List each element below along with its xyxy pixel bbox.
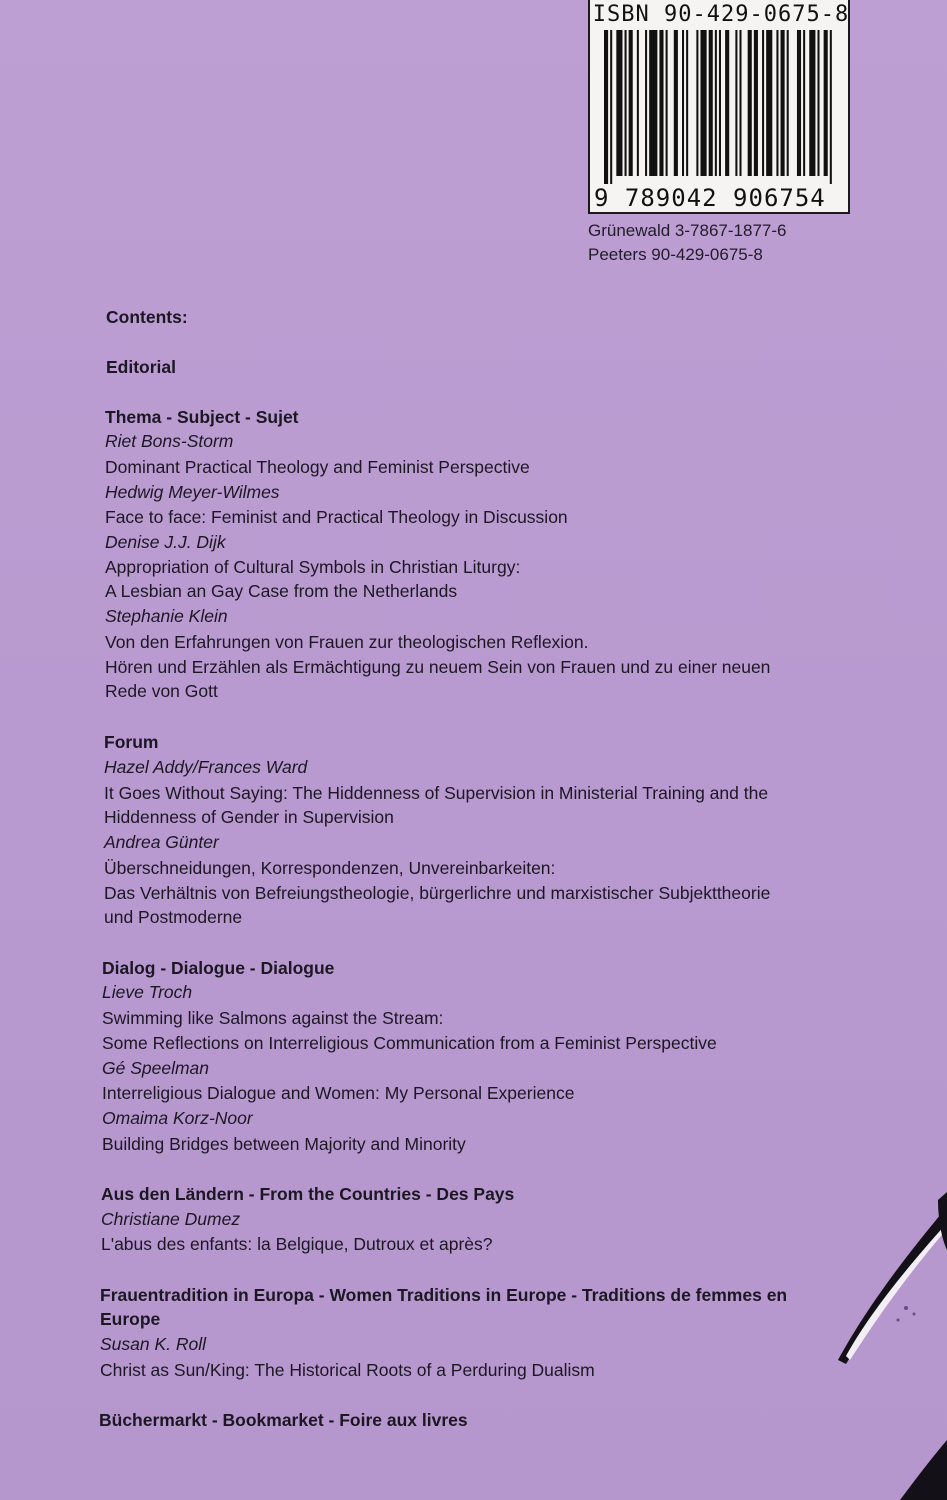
barcode-bars (604, 30, 838, 184)
barcode-bar (625, 30, 627, 176)
barcode-bar (719, 30, 721, 176)
barcode-bar (766, 30, 772, 176)
barcode-bar (817, 30, 819, 176)
entry-title: Rede von Gott (105, 681, 218, 701)
contents-heading: Contents: (106, 307, 188, 327)
barcode-bar (739, 30, 741, 176)
publisher-isbn-peeters: Peeters 90-429-0675-8 (588, 245, 763, 264)
entry-title: Hören und Erzählen als Ermächtigung zu neuem Sein von Frauen und zu einer neuen (105, 657, 771, 677)
barcode-bar (824, 30, 828, 176)
barcode-bar (682, 30, 684, 176)
barcode-bar (666, 30, 668, 176)
entry-title: Das Verhältnis von Befreiungstheologie, bürgerlichre und marxistischer Subjekttheorie (104, 883, 771, 903)
brush-stroke-decoration (820, 1180, 947, 1370)
barcode-bar (629, 30, 633, 176)
entry-title: A Lesbian an Gay Case from the Netherlands (105, 581, 458, 601)
entry-title: Hiddenness of Gender in Supervision (104, 807, 394, 827)
section-title: Forum (104, 732, 159, 752)
section-title: Dialog - Dialogue - Dialogue (102, 958, 335, 978)
section-title-continued: Europe (100, 1309, 161, 1329)
barcode-bar (715, 30, 717, 176)
entry-author: Susan K. Roll (100, 1334, 207, 1354)
barcode-bar (781, 30, 785, 176)
barcode-bar (674, 30, 678, 176)
brush-stroke-corner (880, 1420, 947, 1500)
entry-title: Interreligious Dialogue and Women: My Personal Experience (102, 1083, 575, 1103)
barcode-bar (797, 30, 801, 176)
entry-author: Lieve Troch (102, 982, 193, 1002)
entry-title: und Postmoderne (104, 907, 243, 927)
barcode-bar (616, 30, 622, 176)
barcode-bar (809, 30, 815, 176)
barcode-bar (604, 30, 608, 184)
barcode-bar (637, 30, 639, 176)
entry-author: Riet Bons-Storm (105, 431, 234, 451)
barcode-bar (735, 30, 737, 176)
entry-author: Denise J.J. Dijk (105, 532, 226, 552)
entry-title: Von den Erfahrungen von Frauen zur theologischen Reflexion. (105, 632, 589, 652)
entry-author: Stephanie Klein (105, 606, 228, 626)
barcode-bar (762, 30, 764, 176)
section-title: Aus den Ländern - From the Countries - Des Pays (101, 1184, 515, 1204)
section-title: Büchermarkt - Bookmarket - Foire aux livres (99, 1410, 468, 1430)
isbn-label: ISBN 90-429-0675-8 (592, 2, 850, 27)
entry-title: Überschneidungen, Korrespondenzen, Unvereinbarkeiten: (104, 858, 556, 878)
barcode-bar (700, 30, 706, 176)
entry-author: Christiane Dumez (101, 1209, 241, 1229)
entry-title: Swimming like Salmons against the Stream: (102, 1008, 444, 1028)
barcode-bar (748, 30, 752, 176)
barcode-bar (610, 30, 612, 184)
barcode-bar (709, 30, 713, 176)
barcode-bar (659, 30, 663, 176)
ean-digits: 9 789042 906754 (594, 184, 826, 212)
barcode-bar (649, 30, 657, 176)
entry-title: L'abus des enfants: la Belgique, Dutroux et après? (101, 1234, 493, 1254)
editorial-heading: Editorial (106, 357, 177, 377)
section-title: Frauentradition in Europa - Women Traditions in Europe - Traditions de femmes en (100, 1285, 788, 1305)
entry-title: Building Bridges between Majority and Minority (102, 1134, 466, 1154)
barcode-box (588, 0, 850, 214)
entry-title: Face to face: Feminist and Practical Theology in Discussion (105, 507, 568, 527)
barcode-bar (776, 30, 778, 176)
barcode-bar (803, 30, 805, 176)
barcode-bar (645, 30, 647, 176)
section-title: Thema - Subject - Sujet (105, 407, 299, 427)
entry-title: Appropriation of Cultural Symbols in Christian Liturgy: (105, 557, 521, 577)
barcode-bar (686, 30, 688, 176)
barcode-bar (696, 30, 698, 176)
entry-title: Dominant Practical Theology and Feminist Perspective (105, 457, 530, 477)
barcode-bar (725, 30, 729, 176)
entry-author: Hedwig Meyer-Wilmes (105, 482, 280, 502)
entry-author: Omaima Korz-Noor (102, 1108, 253, 1128)
entry-author: Andrea Günter (104, 832, 219, 852)
barcode-bar (830, 30, 832, 184)
entry-title: Some Reflections on Interreligious Communication from a Feminist Perspective (102, 1033, 717, 1053)
barcode-bar (754, 30, 758, 176)
barcode-bar (787, 30, 789, 176)
entry-title: It Goes Without Saying: The Hiddenness of Supervision in Ministerial Training and the (104, 783, 769, 803)
entry-author: Hazel Addy/Frances Ward (104, 757, 308, 777)
entry-title: Christ as Sun/King: The Historical Roots of a Perduring Dualism (100, 1360, 595, 1380)
publisher-isbn-grunewald: Grünewald 3-7867-1877-6 (588, 221, 787, 240)
entry-author: Gé Speelman (102, 1058, 210, 1078)
